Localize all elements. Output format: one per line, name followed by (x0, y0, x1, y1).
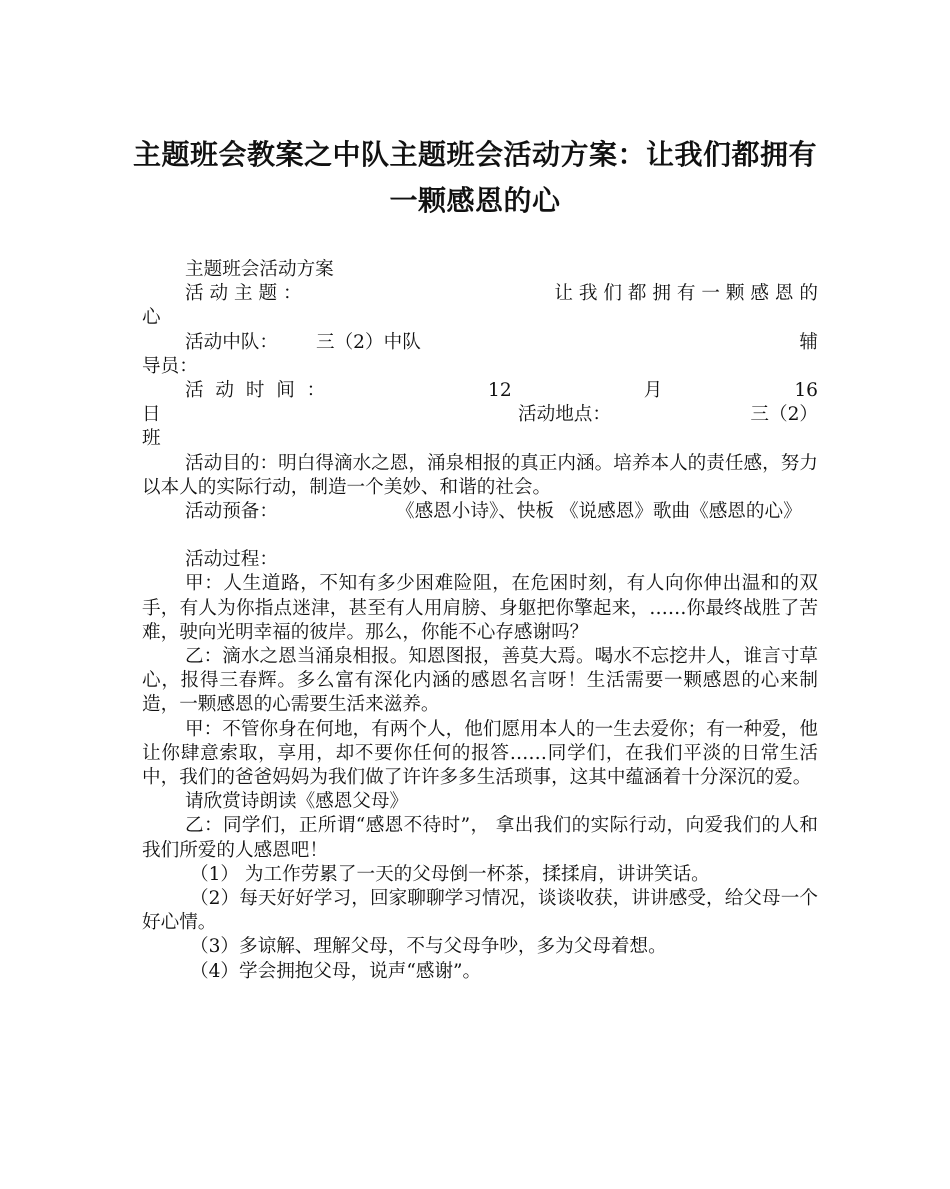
poem-intro: 请欣赏诗朗读《感恩父母》 (185, 791, 409, 813)
theme-value-cont: 心 (142, 307, 161, 329)
counselor-label: 辅 (799, 331, 818, 353)
time-month-num: 12 (488, 380, 512, 402)
document-body (142, 258, 818, 984)
prep-value: 《感恩小诗》、快板 《说感恩》歌曲《感恩的心》 (395, 501, 802, 523)
paragraph-yi-2: 乙：同学们，正所谓“感恩不待时”， 拿出我们的实际行动，向爱我们的人和我们所爱的人感恩吧！ (142, 815, 818, 861)
time-day-unit: 日 (142, 404, 161, 426)
counselor-label-cont: 导员： (142, 355, 198, 377)
theme-value: 让 我 们 都 拥 有 一 颗 感 恩 的 (554, 283, 818, 305)
squad-label: 活动中队： (185, 331, 278, 353)
list-item-2: （2）每天好好学习，回家聊聊学习情况，谈谈收获，讲讲感受，给父母一个好心情。 (142, 888, 818, 934)
place-label: 活动地点： (518, 404, 611, 426)
title-line-2: 一颗感恩的心 (389, 184, 561, 217)
list-item-1: （1） 为工作劳累了一天的父母倒一杯茶，揉揉肩，讲讲笑话。 (190, 863, 710, 885)
list-item-4: （4）学会拥抱父母，说声“感谢”。 (190, 960, 482, 982)
prep-label: 活动预备： (185, 501, 278, 523)
theme-block (142, 282, 818, 330)
time-block (142, 379, 818, 452)
squad-block (142, 331, 818, 379)
squad-value: 三（2）中队 (315, 331, 421, 353)
list-item-3: （3）多谅解、理解父母，不与父母争吵，多为父母着想。 (190, 936, 667, 958)
paragraph-jia-1: 甲：人生道路，不知有多少困难险阻，在危困时刻，有人向你伸出温和的双手，有人为你指点迷津，甚至有人用肩膀、身躯把你擎起来，……你最终战胜了苦难，驶向光明幸福的彼岸。那么，你能不心存感谢吗？ (142, 573, 818, 643)
place-value-cont: 班 (142, 428, 161, 450)
process-label: 活动过程： (185, 549, 278, 571)
time-label: 活 动 时 间 ： (185, 380, 326, 402)
place-value: 三（2） (750, 404, 818, 426)
purpose-paragraph: 活动目的：明白得滴水之恩，涌泉相报的真正内涵。培养本人的责任感，努力以本人的实际行动，制造一个美妙、和谐的社会。 (142, 452, 818, 498)
prep-paragraph (142, 500, 818, 524)
time-day-num: 16 (794, 380, 818, 402)
theme-label: 活 动 主 题 ： (185, 283, 302, 305)
document-title (120, 132, 830, 224)
title-line-1: 主题班会教案之中队主题班会活动方案：让我们都拥有 (132, 138, 817, 171)
paragraph-jia-2: 甲：不管你身在何地，有两个人，他们愿用本人的一生去爱你；有一种爱，他让你肆意索取，享用，却不要你任何的报答……同学们，在我们平淡的日常生活中，我们的爸爸妈妈为我们做了许许多多生活琐事，这其中蕴涵着十分深沉的爱。 (142, 718, 818, 789)
paragraph-yi-1: 乙：滴水之恩当涌泉相报。知恩图报，善莫大焉。喝水不忘挖井人，谁言寸草心，报得三春辉。多么富有深化内涵的感恩名言呀！生活需要一颗感恩的心来制造，一颗感恩的心需要生活来滋养。 (142, 646, 818, 716)
header-label: 主题班会活动方案 (185, 259, 334, 280)
time-month-unit: 月 (643, 380, 663, 402)
